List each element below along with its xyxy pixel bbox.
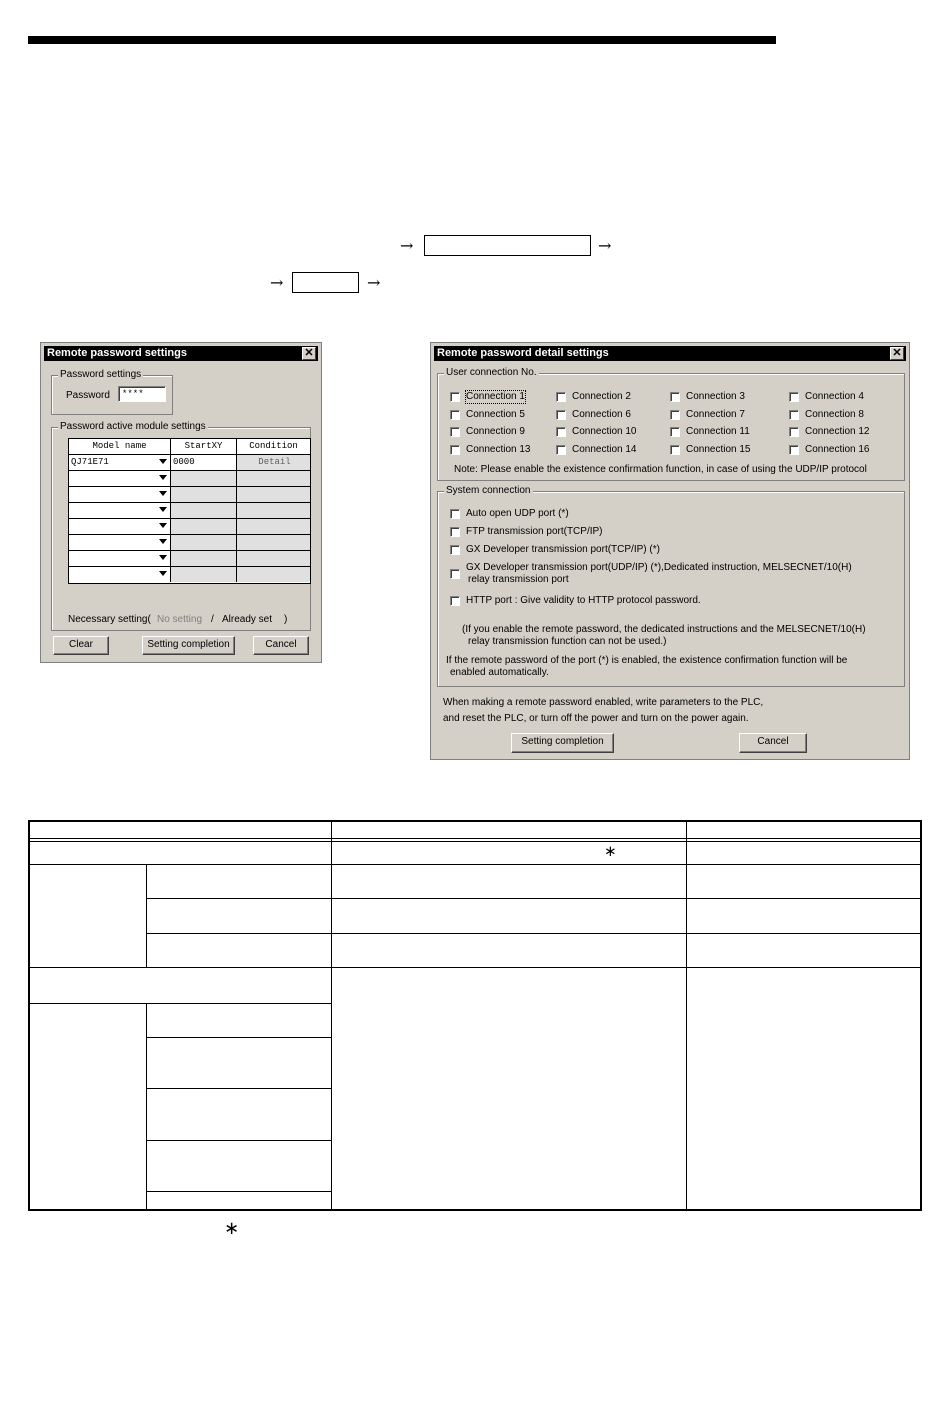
nav-button-box[interactable]	[292, 272, 359, 293]
password-input[interactable]: ****	[118, 386, 166, 402]
connection-label: Connection 11	[686, 426, 750, 437]
chevron-down-icon[interactable]	[159, 523, 167, 528]
table-row	[69, 455, 310, 471]
table-row-rule	[146, 1037, 331, 1038]
startxy-input[interactable]: 0000	[171, 455, 237, 470]
setting-completion-button[interactable]: Setting completion	[511, 733, 614, 753]
chevron-down-icon[interactable]	[159, 539, 167, 544]
connection-label: Connection 10	[572, 426, 637, 437]
nav-arrow: →	[270, 273, 284, 292]
table-row-rule	[28, 967, 922, 968]
table-row	[69, 503, 310, 519]
condition-detail-button[interactable]	[237, 535, 310, 550]
startxy-input[interactable]	[171, 471, 237, 486]
column-header-condition: Condition	[237, 439, 310, 454]
model-name-select[interactable]	[69, 503, 171, 518]
legend-separator: /	[211, 614, 214, 625]
grid-header-row	[69, 439, 310, 455]
connection-checkbox[interactable]	[450, 445, 460, 455]
group-label: Password settings	[60, 369, 142, 380]
connection-checkbox[interactable]	[789, 445, 799, 455]
auto-enable-note-line1: If the remote password of the port (*) is enabled, the existence confirmation function will be	[446, 655, 848, 666]
table-border-bottom	[28, 1209, 922, 1211]
condition-detail-button[interactable]	[237, 487, 310, 502]
startxy-input[interactable]	[171, 519, 237, 534]
user-connection-group	[437, 367, 905, 481]
module-grid	[68, 438, 311, 584]
table-subcolumn-rule	[146, 864, 147, 968]
table-row-rule	[28, 864, 922, 865]
cancel-button[interactable]: Cancel	[739, 733, 807, 753]
connection-label: Connection 13	[466, 444, 531, 455]
password-label: Password	[66, 390, 110, 401]
nav-arrow: →	[400, 236, 414, 255]
connection-checkbox[interactable]	[670, 410, 680, 420]
footnote-asterisk: ∗	[224, 1218, 240, 1239]
connection-label: Connection 12	[805, 426, 870, 437]
gx-tcp-port-label: GX Developer transmission port(TCP/IP) (*)	[466, 544, 660, 555]
group-label: System connection	[446, 485, 531, 496]
connection-checkbox[interactable]	[789, 392, 799, 402]
table-row	[69, 567, 310, 583]
dedicated-note-line2: relay transmission function can not be used.)	[468, 636, 667, 647]
connection-checkbox[interactable]	[789, 410, 799, 420]
table-row-rule	[146, 1140, 331, 1141]
close-icon[interactable]: ✕	[302, 347, 316, 360]
connection-label: Connection 7	[686, 409, 745, 420]
connection-label: Connection 4	[805, 391, 864, 402]
dialog-title-bar	[44, 346, 318, 361]
connection-label: Connection 5	[466, 409, 525, 420]
close-icon[interactable]: ✕	[890, 347, 904, 360]
model-name-select[interactable]	[69, 471, 171, 486]
table-row-rule	[146, 1191, 331, 1192]
table-row-rule	[146, 933, 922, 934]
nav-arrow: →	[598, 236, 612, 255]
startxy-input[interactable]	[171, 567, 237, 582]
model-name-select[interactable]	[69, 487, 171, 502]
table-row-rule	[146, 1088, 331, 1089]
dialog-title-bar	[434, 346, 906, 361]
condition-detail-button[interactable]	[237, 551, 310, 566]
remote-password-detail-dialog	[430, 342, 910, 760]
connection-label: Connection 1	[466, 391, 525, 402]
password-settings-group	[51, 369, 173, 415]
chevron-down-icon[interactable]	[159, 491, 167, 496]
column-header-model: Model name	[69, 439, 171, 454]
model-name-select[interactable]	[69, 535, 171, 550]
condition-detail-button[interactable]	[237, 519, 310, 534]
table-row	[69, 535, 310, 551]
dialog-title: Remote password settings	[47, 347, 187, 359]
plc-note-line1: When making a remote password enabled, write parameters to the PLC,	[443, 697, 764, 708]
remote-password-settings-dialog	[40, 342, 322, 663]
table-border-right	[920, 820, 922, 1211]
connection-checkbox[interactable]	[450, 392, 460, 402]
gx-udp-port-label: GX Developer transmission port(UDP/IP) (*),Dedicated instruction, MELSECNET/10(H)	[466, 562, 852, 573]
model-name-select[interactable]	[69, 519, 171, 534]
model-name-select[interactable]	[69, 455, 171, 470]
connection-label: Connection 2	[572, 391, 631, 402]
gx-tcp-port-checkbox[interactable]	[450, 545, 460, 555]
startxy-input[interactable]	[171, 503, 237, 518]
http-port-checkbox[interactable]	[450, 596, 460, 606]
table-asterisk: ∗	[604, 842, 617, 860]
table-row	[69, 487, 310, 503]
condition-detail-button[interactable]	[237, 471, 310, 486]
condition-detail-button[interactable]	[237, 567, 310, 582]
connection-label: Connection 3	[686, 391, 745, 402]
table-row	[69, 519, 310, 535]
connection-label: Connection 15	[686, 444, 751, 455]
auto-enable-note-line2: enabled automatically.	[450, 667, 549, 678]
connection-checkbox[interactable]	[556, 445, 566, 455]
table-header-rule	[28, 841, 922, 842]
nav-menu-box[interactable]	[424, 235, 591, 256]
connection-checkbox[interactable]	[789, 427, 799, 437]
chevron-down-icon[interactable]	[159, 475, 167, 480]
group-label: Password active module settings	[60, 421, 206, 432]
connection-checkbox[interactable]	[556, 392, 566, 402]
chevron-down-icon[interactable]	[159, 571, 167, 576]
auto-open-udp-checkbox[interactable]	[450, 509, 460, 519]
connection-label: Connection 16	[805, 444, 870, 455]
table-row	[69, 551, 310, 567]
top-rule	[28, 36, 776, 44]
table-row-rule	[146, 898, 922, 899]
table-header-rule	[28, 838, 922, 839]
connection-checkbox[interactable]	[450, 427, 460, 437]
dialog-title: Remote password detail settings	[437, 347, 609, 359]
password-active-module-group	[51, 421, 311, 631]
connection-label: Connection 6	[572, 409, 631, 420]
nav-arrow: →	[367, 273, 381, 292]
chevron-down-icon[interactable]	[159, 507, 167, 512]
no-setting-legend: No setting	[157, 614, 203, 625]
already-set-legend: Already set	[222, 614, 273, 625]
plc-note-line2: and reset the PLC, or turn off the power and turn on the power again.	[443, 713, 749, 724]
gx-udp-port-label-line2: relay transmission port	[468, 574, 569, 585]
group-label: User connection No.	[446, 367, 537, 378]
column-header-startxy: StartXY	[171, 439, 237, 454]
startxy-input[interactable]	[171, 535, 237, 550]
legend-close-paren: )	[284, 614, 288, 625]
table-column-rule	[686, 820, 687, 1211]
connection-label: Connection 8	[805, 409, 864, 420]
http-port-label: HTTP port : Give validity to HTTP protocol password.	[466, 595, 701, 606]
chevron-down-icon[interactable]	[159, 555, 167, 560]
auto-open-udp-label: Auto open UDP port (*)	[466, 508, 569, 519]
system-connection-group	[437, 485, 905, 687]
condition-detail-button[interactable]	[237, 503, 310, 518]
ftp-port-checkbox[interactable]	[450, 527, 460, 537]
model-name-select[interactable]	[69, 551, 171, 566]
connection-checkbox[interactable]	[670, 427, 680, 437]
connection-checkbox[interactable]	[556, 410, 566, 420]
table-border-top	[28, 820, 922, 822]
table-border-left	[28, 820, 30, 1211]
ftp-port-label: FTP transmission port(TCP/IP)	[466, 526, 603, 537]
table-row-rule	[28, 1003, 331, 1004]
table-column-rule	[331, 820, 332, 1211]
setting-completion-button[interactable]: Setting completion	[142, 636, 235, 655]
clear-button[interactable]: Clear	[53, 636, 109, 655]
udp-note: Note: Please enable the existence confirmation function, in case of using the UDP/IP protocol	[454, 464, 867, 475]
chevron-down-icon[interactable]	[159, 459, 167, 464]
connection-label: Connection 14	[572, 444, 637, 455]
model-name-value: QJ71E71	[71, 457, 109, 467]
connection-checkbox[interactable]	[670, 392, 680, 402]
table-subcolumn-rule	[146, 1003, 147, 1211]
condition-detail-button[interactable]: Detail	[237, 455, 310, 470]
connection-checkbox[interactable]	[670, 445, 680, 455]
cancel-button[interactable]: Cancel	[253, 636, 309, 655]
connection-label: Connection 9	[466, 426, 525, 437]
table-row	[69, 471, 310, 487]
gx-udp-port-checkbox[interactable]	[450, 569, 460, 579]
startxy-input[interactable]	[171, 551, 237, 566]
connection-checkbox[interactable]	[450, 410, 460, 420]
connection-checkbox[interactable]	[556, 427, 566, 437]
startxy-input[interactable]	[171, 487, 237, 502]
dedicated-note-line1: (If you enable the remote password, the dedicated instructions and the MELSECNET/10(H)	[462, 624, 866, 635]
necessary-setting-label: Necessary setting(	[68, 614, 151, 625]
model-name-select[interactable]	[69, 567, 171, 582]
